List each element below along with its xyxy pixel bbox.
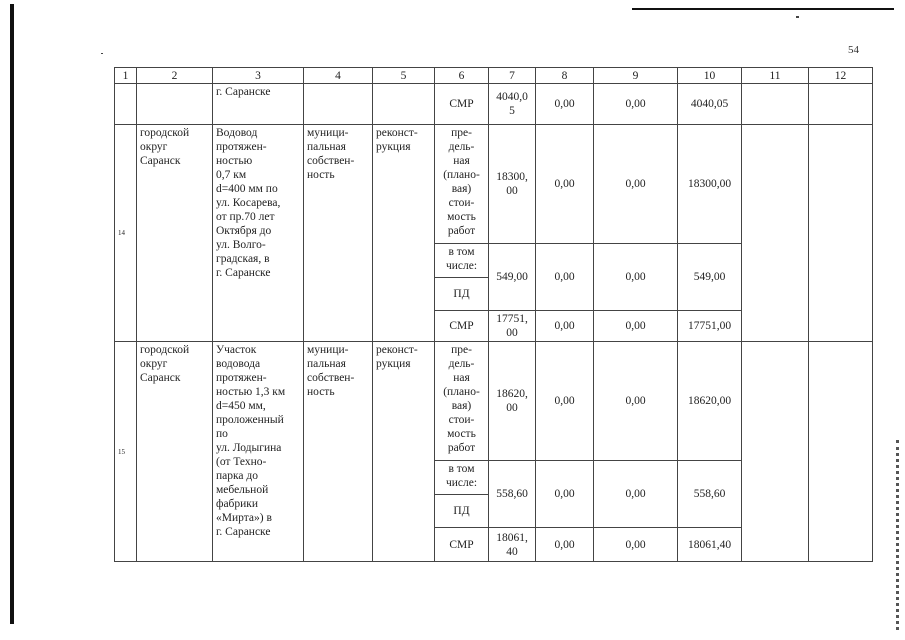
header-row <box>115 68 873 84</box>
value-cell: 0,00 <box>536 461 594 528</box>
value-cell: 0,00 <box>536 342 594 461</box>
object-name-cell: Участок водовода протяжен- ностью 1,3 км d=450 мм, проложенный по ул. Лодыгина (от Техно- парка до мебельной фабрики «Мирта») в г. Саранске <box>213 342 304 562</box>
work-type-cell: реконст- рукция <box>373 125 435 342</box>
scan-speck <box>101 53 103 54</box>
ownership-cell: муници- пальная собствен- ность <box>304 342 373 562</box>
continuation-row <box>115 84 873 125</box>
cost-type-cell: СМР <box>435 528 489 562</box>
value-cell: 0,00 <box>594 311 678 342</box>
header-cell: 3 <box>213 68 304 84</box>
cost-type-cell: в том числе: <box>435 244 489 278</box>
value-cell: 558,60 <box>489 461 536 528</box>
scan-speck <box>796 16 799 18</box>
value-cell: 18300,00 <box>678 125 742 244</box>
header-cell: 5 <box>373 68 435 84</box>
cost-type-cell: ПД <box>435 278 489 311</box>
value-cell: 18061, 40 <box>489 528 536 562</box>
row-number: 14 <box>115 125 137 342</box>
value-cell: 0,00 <box>536 244 594 311</box>
header-cell: 8 <box>536 68 594 84</box>
scan-top-line <box>632 8 894 10</box>
object-name-cell: г. Саранске <box>213 84 304 125</box>
value-cell: 0,00 <box>594 84 678 125</box>
cell-empty <box>742 125 809 342</box>
object-name-cell: Водовод протяжен- ностью 0,7 км d=400 мм по ул. Косарева, от пр.70 лет Октября до ул. Волго- градская, в г. Саранске <box>213 125 304 342</box>
value-cell: 0,00 <box>594 528 678 562</box>
header-cell: 2 <box>137 68 213 84</box>
header-cell: 1 <box>115 68 137 84</box>
value-cell: 0,00 <box>594 125 678 244</box>
page-number: 54 <box>848 44 859 56</box>
cell-empty <box>115 84 137 125</box>
cost-type-cell: пре- дель- ная (плано- вая) стои- мость работ <box>435 125 489 244</box>
value-cell: 17751,00 <box>678 311 742 342</box>
value-cell: 558,60 <box>678 461 742 528</box>
value-cell: 0,00 <box>536 125 594 244</box>
header-cell: 11 <box>742 68 809 84</box>
cell-empty <box>742 84 809 125</box>
value-cell: 4040,0 5 <box>489 84 536 125</box>
value-cell: 549,00 <box>678 244 742 311</box>
value-cell: 0,00 <box>594 342 678 461</box>
cell-empty <box>809 84 873 125</box>
header-cell: 6 <box>435 68 489 84</box>
cost-type-cell: пре- дель- ная (плано- вая) стои- мость работ <box>435 342 489 461</box>
header-cell: 9 <box>594 68 678 84</box>
cell-empty <box>137 84 213 125</box>
value-cell: 18620, 00 <box>489 342 536 461</box>
work-type-cell: реконст- рукция <box>373 342 435 562</box>
header-cell: 10 <box>678 68 742 84</box>
value-cell: 18300, 00 <box>489 125 536 244</box>
cost-type-cell: СМР <box>435 311 489 342</box>
cell-empty <box>742 342 809 562</box>
cell-empty <box>809 342 873 562</box>
value-cell: 549,00 <box>489 244 536 311</box>
project-row <box>115 342 873 461</box>
scan-edge-noise <box>891 440 899 630</box>
value-cell: 0,00 <box>536 311 594 342</box>
header-cell: 7 <box>489 68 536 84</box>
cost-type-cell: в том числе: <box>435 461 489 495</box>
value-cell: 0,00 <box>594 461 678 528</box>
value-cell: 18061,40 <box>678 528 742 562</box>
row-number: 15 <box>115 342 137 562</box>
cost-type-cell: ПД <box>435 495 489 528</box>
cost-type-cell: СМР <box>435 84 489 125</box>
cell-empty <box>304 84 373 125</box>
cell-empty <box>373 84 435 125</box>
ownership-cell: муници- пальная собствен- ность <box>304 125 373 342</box>
value-cell: 18620,00 <box>678 342 742 461</box>
value-cell: 0,00 <box>594 244 678 311</box>
value-cell: 0,00 <box>536 84 594 125</box>
cell-empty <box>809 125 873 342</box>
header-cell: 4 <box>304 68 373 84</box>
investment-table <box>114 67 873 562</box>
value-cell: 4040,05 <box>678 84 742 125</box>
scan-margin-bar <box>10 4 14 624</box>
header-cell: 12 <box>809 68 873 84</box>
value-cell: 0,00 <box>536 528 594 562</box>
municipality-cell: городской округ Саранск <box>137 125 213 342</box>
project-row <box>115 125 873 244</box>
value-cell: 17751, 00 <box>489 311 536 342</box>
municipality-cell: городской округ Саранск <box>137 342 213 562</box>
